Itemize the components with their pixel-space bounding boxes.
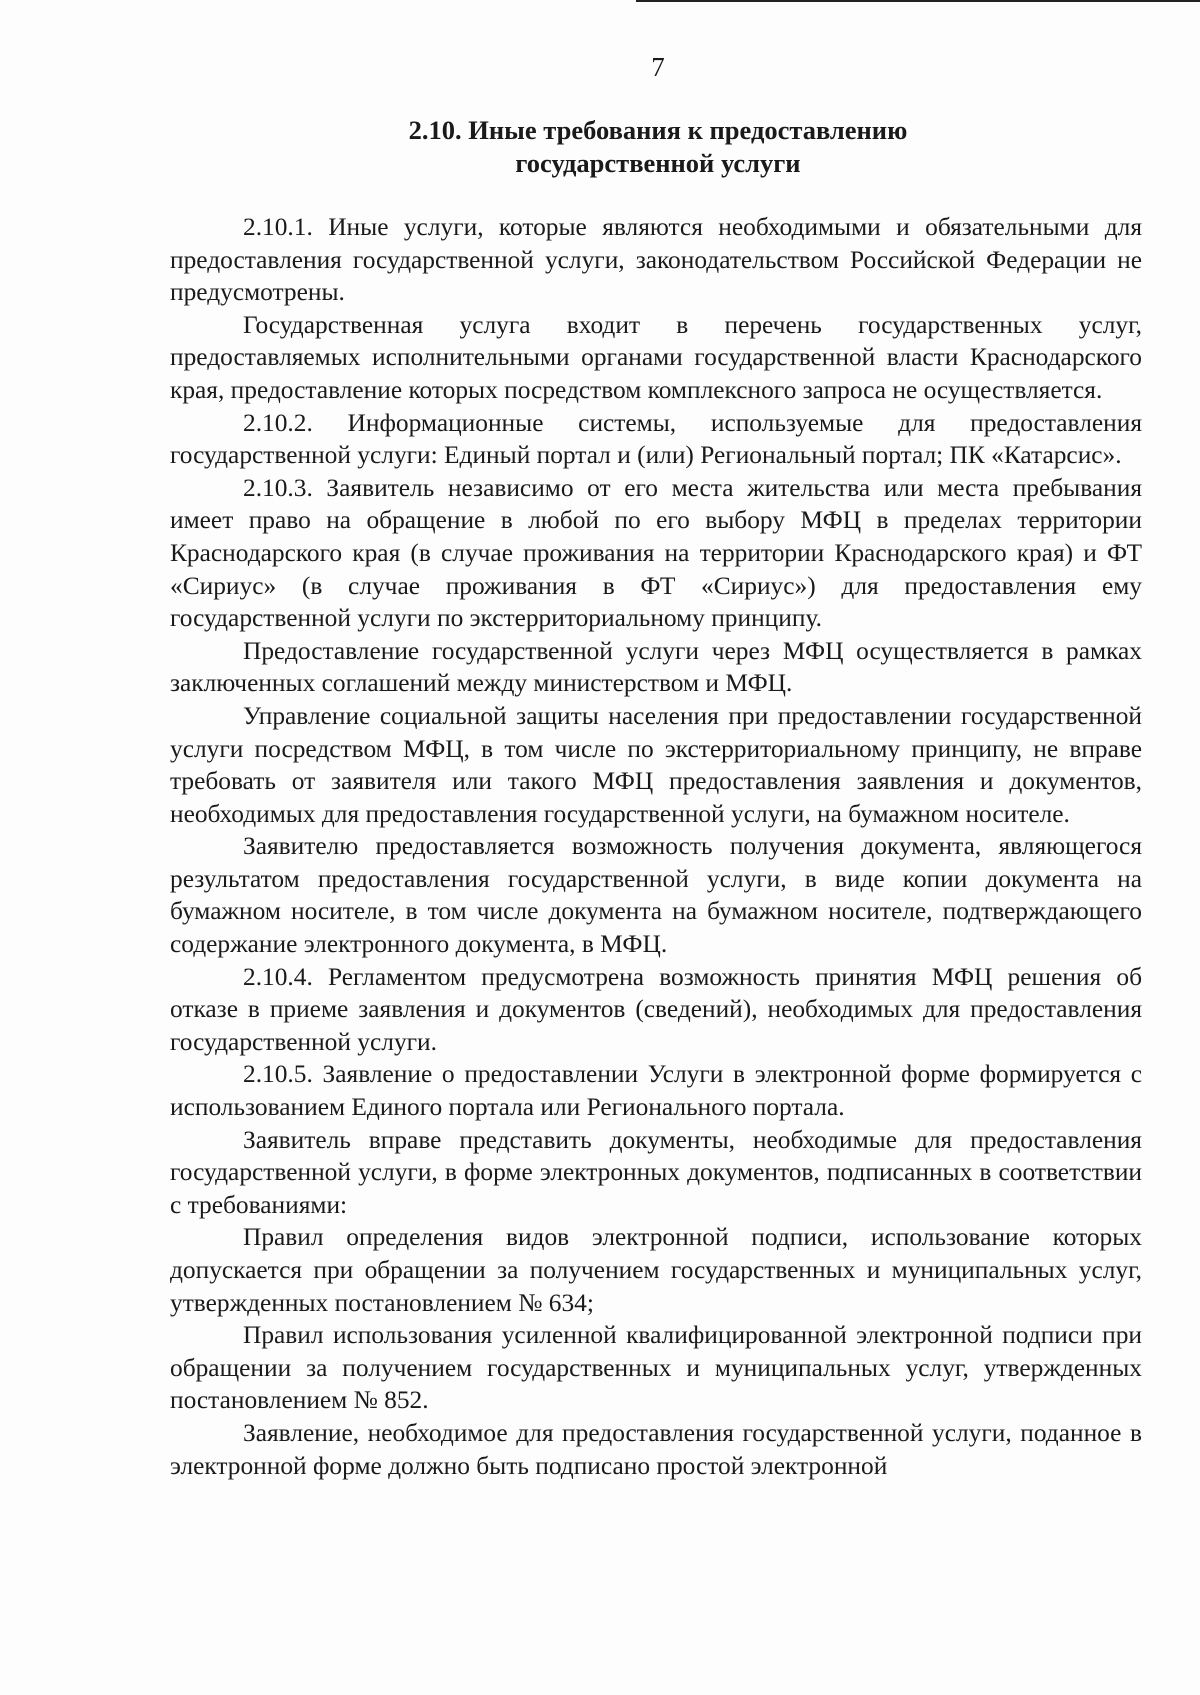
page-number: 7 [651, 52, 665, 82]
top-border-line [636, 0, 1200, 2]
paragraph-2-10-2: 2.10.2. Информационные системы, используемые для предоставления государственной услуги: Единый портал и (или) Региональный портал; ПК «Катарсис». [170, 408, 1142, 470]
section-heading-line-1: 2.10. Иные требования к предоставлению [408, 115, 908, 145]
paragraph-rules-634: Правил определения видов электронной подписи, использование которых допускается при обращении за получением государственных и муниципальных услуг, утвержденных постановлением № 634; [170, 1223, 1142, 1317]
paragraph-service-list: Государственная услуга входит в перечень государственных услуг, предоставляемых исполнительными органами государственной власти Краснодарского края, предоставление которых посредством комплексного запроса не осуществляется. [170, 310, 1142, 404]
paragraph-social-protection: Управление социальной защиты населения при предоставлении государственной услуги посредством МФЦ, в том числе по экстерриториальному принципу, не вправе требовать от заявителя или такого МФЦ предоставления заявления и документов, необходимых для предоставления государственной услуги, на бумажном носителе. [170, 701, 1142, 828]
paragraph-electronic-documents: Заявитель вправе представить документы, необходимые для предоставления государственной услуги, в форме электронных документов, подписанных в соответствии с требованиями: [170, 1125, 1142, 1219]
paragraph-signature-requirement: Заявление, необходимое для предоставления государственной услуги, поданное в электронной форме должно быть подписано простой электронной [170, 1418, 1142, 1480]
document-body [170, 211, 1142, 1482]
paragraph-2-10-1: 2.10.1. Иные услуги, которые являются необходимыми и обязательными для предоставления государственной услуги, законодательством Российской Федерации не предусмотрены. [170, 213, 1142, 307]
paragraph-2-10-3: 2.10.3. Заявитель независимо от его места жительства или места пребывания имеет право на обращение в любой по его выбору МФЦ в пределах территории Краснодарского края (в случае проживания на территории Краснодарского края) и ФТ «Сириус» (в случае проживания в ФТ «Сириус») для предоставления ему государственной услуги по экстерриториальному принципу. [170, 473, 1142, 633]
paragraph-2-10-5: 2.10.5. Заявление о предоставлении Услуги в электронной форме формируется с использованием Единого портала или Регионального портала. [170, 1060, 1142, 1122]
section-heading-line-2: государственной услуги [515, 148, 801, 178]
paragraph-result-copy: Заявителю предоставляется возможность получения документа, являющегося результатом предоставления государственной услуги, в виде копии документа на бумажном носителе, в том числе документа на бумажном носителе, подтверждающего содержание электронного документа, в МФЦ. [170, 832, 1142, 959]
section-heading [170, 114, 1146, 180]
paragraph-mfc-agreements: Предоставление государственной услуги через МФЦ осуществляется в рамках заключенных соглашений между министерством и МФЦ. [170, 636, 1142, 698]
paragraph-2-10-4: 2.10.4. Регламентом предусмотрена возможность принятия МФЦ решения об отказе в приеме заявления и документов (сведений), необходимых для предоставления государственной услуги. [170, 962, 1142, 1056]
paragraph-rules-852: Правил использования усиленной квалифицированной электронной подписи при обращении за получением государственных и муниципальных услуг, утвержденных постановлением № 852. [170, 1321, 1142, 1415]
